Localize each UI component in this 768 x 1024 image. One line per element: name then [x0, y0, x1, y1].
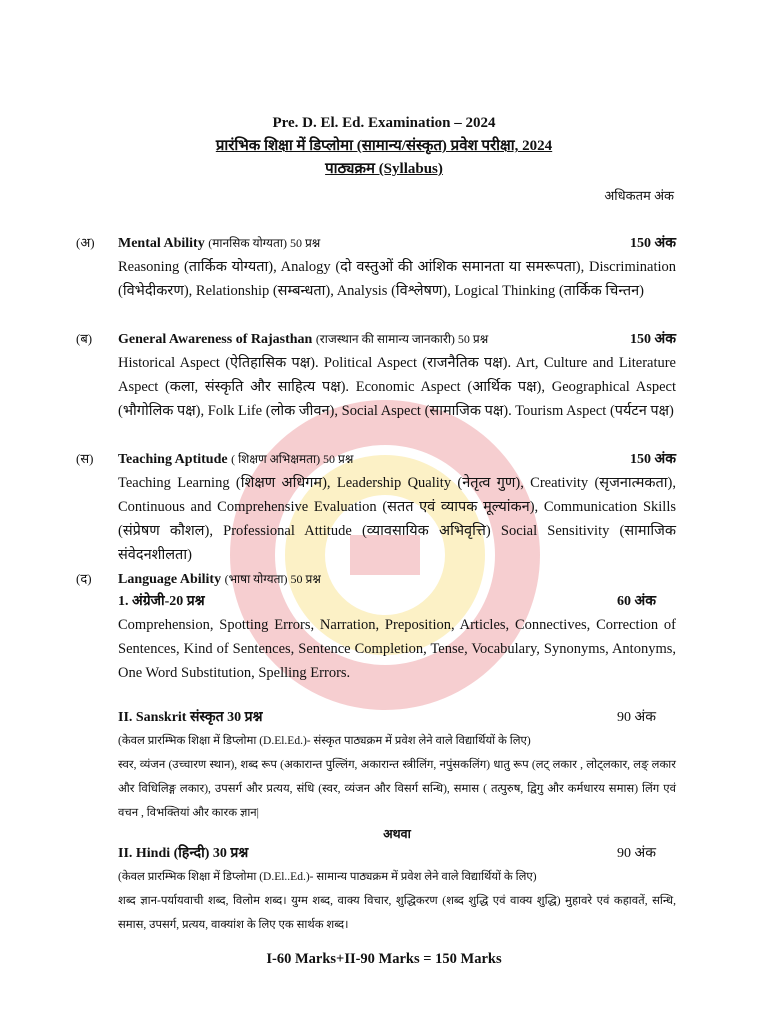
section-marks: 150 अंक: [630, 236, 676, 251]
section-letter: (स): [76, 451, 94, 466]
sanskrit-subsection-head: [118, 707, 676, 729]
section-letter: (ब): [76, 331, 93, 346]
english-body: Comprehension, Spotting Errors, Narration, Preposition, Articles, Connectives, Correction of Sentences, Kind of Sentences, Sentence Completion, Tense, Vocabulary, Synonyms, Antonyms, One Word Substitution, Spelling Errors.: [118, 617, 676, 681]
hindi-note: (केवल प्रारम्भिक शिक्षा में डिप्लोमा (D.El..Ed.)- सामान्य पाठ्यक्रम में प्रवेश लेने वाले विद्यार्थियों के लिए): [118, 871, 537, 883]
section-title: Mental Ability (मानसिक योग्यता) 50 प्रश्न: [118, 236, 321, 251]
section-marks: 150 अंक: [630, 332, 676, 347]
hindi-marks: 90 अंक: [617, 846, 656, 861]
marks-total-footer: I-60 Marks+II-90 Marks = 150 Marks: [266, 951, 502, 967]
english-marks: 60 अंक: [617, 594, 656, 609]
english-title: 1. अंग्रेजी-20 प्रश्न: [118, 594, 205, 609]
sanskrit-title: II. Sanskrit संस्कृत 30 प्रश्न: [118, 710, 263, 725]
section-letter: (द): [76, 571, 92, 586]
exam-title-hindi: प्रारंभिक शिक्षा में डिप्लोमा (सामान्य/संस्कृत) प्रवेश परीक्षा, 2024: [215, 138, 553, 154]
or-separator: अथवा: [383, 827, 411, 841]
sanskrit-body: स्वर, व्यंजन (उच्चारण स्थान), शब्द रूप (अकारान्त पुल्लिंग, अकारान्त स्त्रीलिंग, नपुंसकलिंग) धातु रूप (लट् लकार , लोट्लकार, लङ् लकार और विधिलिङ्ग लकार), उपसर्ग और प्रत्यय, संधि (स्वर, व्यंजन और विसर्ग सन्धि), समास ( तत्पुरुष, द्विगु और कर्मधारय समास) लिंग एवं वचन , विभक्तियां और कारक ज्ञान|: [118, 759, 676, 819]
section-body: Historical Aspect (ऐतिहासिक पक्ष). Political Aspect (राजनैतिक पक्ष). Art, Culture and Literature Aspect (कला, संस्कृति और साहित्य पक्ष). Economic Aspect (आर्थिक पक्ष), Geographical Aspect (भौगोलिक पक्ष), Folk Life (लोक जीवन), Social Aspect (सामाजिक पक्ष). Tourism Aspect (पर्यटन पक्ष): [118, 355, 676, 419]
section-general-awareness: [76, 328, 676, 423]
english-subsection-head: [118, 591, 676, 613]
section-letter: (अ): [76, 235, 95, 250]
max-marks-label: अधिकतम अंक: [604, 188, 674, 203]
hindi-title: II. Hindi (हिन्दी) 30 प्रश्न: [118, 846, 249, 861]
syllabus-title: पाठ्यक्रम (Syllabus): [325, 161, 443, 177]
section-title: Teaching Aptitude ( शिक्षण अभिक्षमता) 50 प्रश्न: [118, 452, 354, 467]
section-title: General Awareness of Rajasthan (राजस्थान की सामान्य जानकारी) 50 प्रश्न: [118, 332, 489, 347]
section-title: Language Ability (भाषा योग्यता) 50 प्रश्न: [118, 572, 321, 587]
section-marks: 150 अंक: [630, 452, 676, 467]
sanskrit-marks: 90 अंक: [617, 710, 656, 725]
document-header: [0, 112, 768, 181]
section-mental-ability: [76, 232, 676, 303]
sanskrit-note: (केवल प्रारम्भिक शिक्षा में डिप्लोमा (D.El.Ed.)- संस्कृत पाठ्यक्रम में प्रवेश लेने वाले विद्यार्थियों के लिए): [118, 735, 531, 747]
section-body: Reasoning (तार्किक योग्यता), Analogy (दो वस्तुओं की आंशिक समानता या समरूपता), Discrimination (विभेदीकरण), Relationship (सम्बन्धता), Analysis (विश्लेषण), Logical Thinking (तार्किक चिन्तन): [118, 259, 676, 299]
hindi-body: शब्द ज्ञान-पर्यायवाची शब्द, विलोम शब्द। युग्म शब्द, वाक्य विचार, शुद्धिकरण (शब्द शुद्धि एवं वाक्य शुद्धि) मुहावरे एवं कहावतें, सन्धि, समास, उपसर्ग, प्रत्यय, वाक्यांश के लिए एक सार्थक शब्द।: [118, 895, 676, 931]
section-body: Teaching Learning (शिक्षण अधिगम), Leadership Quality (नेतृत्व गुण), Creativity (सृजनात्मकता), Continuous and Comprehensive Evaluation (सतत एवं व्यापक मूल्यांकन), Communication Skills (संप्रेषण कौशल), Professional Attitude (व्यावसायिक अभिवृत्ति) Social Sensitivity (सामाजिक संवेदनशीलता): [118, 475, 676, 563]
section-teaching-aptitude: [76, 448, 676, 567]
section-language-ability: [76, 568, 676, 937]
exam-title: Pre. D. El. Ed. Examination – 2024: [272, 115, 496, 131]
hindi-subsection-head: [118, 843, 676, 865]
